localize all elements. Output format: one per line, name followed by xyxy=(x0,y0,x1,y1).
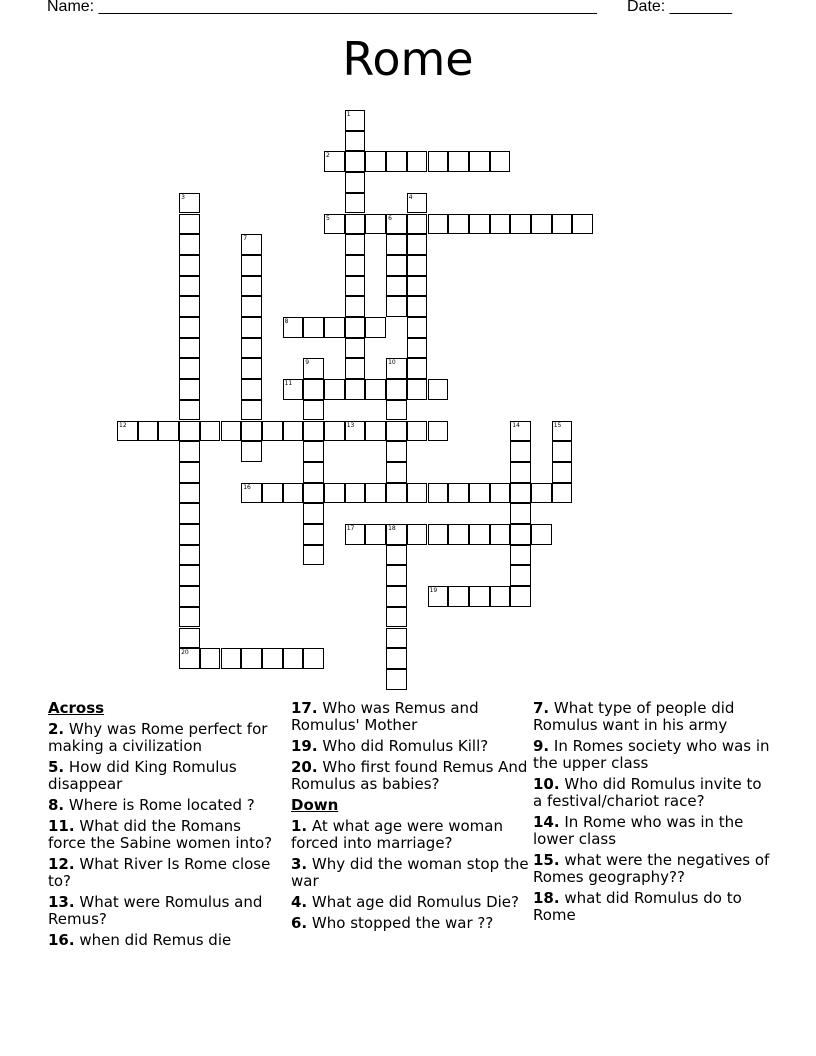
crossword-cell[interactable] xyxy=(241,296,262,317)
crossword-cell[interactable] xyxy=(428,379,449,400)
crossword-cell[interactable] xyxy=(179,545,200,566)
crossword-cell[interactable] xyxy=(469,151,490,172)
clues-column-3 xyxy=(533,700,773,928)
crossword-cell[interactable] xyxy=(179,628,200,649)
crossword-cell[interactable] xyxy=(345,214,366,235)
clue-across-17 xyxy=(291,700,531,734)
crossword-cell[interactable] xyxy=(158,421,179,442)
crossword-cell[interactable] xyxy=(365,379,386,400)
clue-text: In Romes society who was in the upper class xyxy=(533,737,770,772)
crossword-cell[interactable] xyxy=(303,545,324,566)
crossword-cell[interactable] xyxy=(345,296,366,317)
clue-number: 6. xyxy=(291,914,308,932)
cell-number: 20 xyxy=(181,649,189,657)
crossword-cell[interactable] xyxy=(179,338,200,359)
clue-number: 19. xyxy=(291,737,318,755)
crossword-cell[interactable] xyxy=(303,400,324,421)
crossword-cell[interactable] xyxy=(241,276,262,297)
crossword-cell[interactable] xyxy=(241,648,262,669)
crossword-cell[interactable] xyxy=(221,421,242,442)
crossword-cell[interactable] xyxy=(386,276,407,297)
crossword-cell[interactable] xyxy=(365,151,386,172)
clue-across-19 xyxy=(291,738,531,755)
crossword-cell[interactable] xyxy=(179,441,200,462)
crossword-cell[interactable] xyxy=(386,441,407,462)
clue-text: What River Is Rome close to? xyxy=(48,855,271,890)
crossword-cell[interactable] xyxy=(283,483,304,504)
crossword-cell[interactable] xyxy=(386,483,407,504)
cell-number: 12 xyxy=(119,421,127,429)
clue-number: 14. xyxy=(533,813,560,831)
clue-text: what were the negatives of Romes geography?? xyxy=(533,851,770,886)
clue-text: Why did the woman stop the war xyxy=(291,855,529,890)
crossword-cell[interactable] xyxy=(490,586,511,607)
clue-text: In Rome who was in the lower class xyxy=(533,813,744,848)
crossword-cell[interactable] xyxy=(179,503,200,524)
crossword-cell[interactable] xyxy=(345,172,366,193)
crossword-cell[interactable] xyxy=(407,338,428,359)
crossword-cell[interactable] xyxy=(179,379,200,400)
crossword-cell[interactable] xyxy=(469,586,490,607)
crossword-cell[interactable] xyxy=(386,628,407,649)
clue-number: 7. xyxy=(533,699,550,717)
clue-text: what did Romulus do to Rome xyxy=(533,889,742,924)
crossword-cell[interactable] xyxy=(179,524,200,545)
crossword-cell[interactable] xyxy=(365,317,386,338)
crossword-cell[interactable] xyxy=(386,648,407,669)
clue-down-3 xyxy=(291,856,531,890)
crossword-cell[interactable] xyxy=(552,214,573,235)
crossword-cell[interactable] xyxy=(241,358,262,379)
crossword-cell[interactable] xyxy=(386,462,407,483)
clue-text: At what age were woman forced into marriage? xyxy=(291,817,503,852)
crossword-cell[interactable] xyxy=(407,358,428,379)
crossword-cell[interactable] xyxy=(283,648,304,669)
cell-number: 13 xyxy=(346,421,355,429)
clue-down-14 xyxy=(533,814,773,848)
crossword-cell[interactable] xyxy=(407,193,428,214)
page-title: Rome xyxy=(342,32,474,86)
clue-text: Who did Romulus Kill? xyxy=(322,737,489,755)
crossword-cell[interactable] xyxy=(200,648,221,669)
crossword-cell[interactable] xyxy=(179,586,200,607)
crossword-cell[interactable] xyxy=(324,317,345,338)
cell-number: 1 xyxy=(346,111,351,118)
crossword-cell[interactable] xyxy=(407,317,428,338)
crossword-cell[interactable] xyxy=(324,421,345,442)
cell-number: 16 xyxy=(243,483,251,491)
crossword-cell[interactable] xyxy=(428,421,449,442)
clue-down-1 xyxy=(291,818,531,852)
clue-down-7 xyxy=(533,700,773,734)
crossword-cell[interactable] xyxy=(552,441,573,462)
clues-column-2 xyxy=(291,700,531,936)
crossword-cell[interactable] xyxy=(345,255,366,276)
crossword-cell[interactable] xyxy=(386,255,407,276)
name-field-label: Name: ________________________________________________________ xyxy=(47,0,597,15)
crossword-cell[interactable] xyxy=(179,296,200,317)
cell-number: 3 xyxy=(181,193,185,201)
crossword-cell[interactable] xyxy=(386,565,407,586)
cell-number: 10 xyxy=(388,359,396,367)
clue-number: 11. xyxy=(48,817,75,835)
crossword-cell[interactable] xyxy=(345,421,366,442)
crossword-cell[interactable] xyxy=(283,379,304,400)
crossword-cell[interactable] xyxy=(241,255,262,276)
clue-across-8 xyxy=(48,797,283,814)
cell-number: 11 xyxy=(284,380,293,388)
clue-across-12 xyxy=(48,856,283,890)
crossword-cell[interactable] xyxy=(386,296,407,317)
crossword-cell[interactable] xyxy=(428,151,449,172)
clue-number: 20. xyxy=(291,758,318,776)
clue-text: when did Remus die xyxy=(79,931,232,949)
across-heading: Across xyxy=(48,699,105,717)
crossword-cell[interactable] xyxy=(407,379,428,400)
crossword-cell[interactable] xyxy=(386,358,407,379)
crossword-cell[interactable] xyxy=(345,131,366,152)
crossword-cell[interactable] xyxy=(345,276,366,297)
crossword-cell[interactable] xyxy=(510,503,531,524)
clue-text: Why was Rome perfect for making a civilization xyxy=(48,720,268,755)
clue-down-15 xyxy=(533,852,773,886)
clue-number: 1. xyxy=(291,817,308,835)
clue-down-9 xyxy=(533,738,773,772)
crossword-cell[interactable] xyxy=(510,483,531,504)
cell-number: 19 xyxy=(429,587,438,595)
crossword-cell[interactable] xyxy=(179,462,200,483)
crossword-cell[interactable] xyxy=(179,193,200,214)
clue-number: 12. xyxy=(48,855,75,873)
crossword-cell[interactable] xyxy=(303,317,324,338)
crossword-cell[interactable] xyxy=(386,607,407,628)
clue-text: Who stopped the war ?? xyxy=(311,914,494,932)
crossword-cell[interactable] xyxy=(179,607,200,628)
crossword-cell[interactable] xyxy=(428,586,449,607)
crossword-cell[interactable] xyxy=(262,483,283,504)
crossword-cell[interactable] xyxy=(572,214,593,235)
clue-across-2 xyxy=(48,721,283,755)
crossword-cell[interactable] xyxy=(531,214,552,235)
clues-column-1 xyxy=(48,700,283,953)
crossword-cell[interactable] xyxy=(179,483,200,504)
date-field-label: Date: _______ xyxy=(627,0,732,15)
crossword-cell[interactable] xyxy=(490,483,511,504)
clue-text: What type of people did Romulus want in his army xyxy=(533,699,735,734)
clue-across-11 xyxy=(48,818,283,852)
clue-text: What age did Romulus Die? xyxy=(311,893,519,911)
clue-down-10 xyxy=(533,776,773,810)
clue-number: 4. xyxy=(291,893,308,911)
clue-number: 16. xyxy=(48,931,75,949)
crossword-cell[interactable] xyxy=(510,545,531,566)
crossword-cell[interactable] xyxy=(407,524,428,545)
cell-number: 4 xyxy=(408,193,413,201)
crossword-cell[interactable] xyxy=(386,524,407,545)
clue-across-13 xyxy=(48,894,283,928)
crossword-cell[interactable] xyxy=(448,483,469,504)
crossword-cell[interactable] xyxy=(510,565,531,586)
crossword-cell[interactable] xyxy=(490,214,511,235)
crossword-cell[interactable] xyxy=(510,524,531,545)
crossword-cell[interactable] xyxy=(303,358,324,379)
crossword-cell[interactable] xyxy=(510,462,531,483)
crossword-cell[interactable] xyxy=(386,400,407,421)
crossword-cell[interactable] xyxy=(469,483,490,504)
clue-text: Who first found Remus And Romulus as babies? xyxy=(291,758,528,793)
crossword-cell[interactable] xyxy=(303,483,324,504)
cell-number: 2 xyxy=(326,152,330,160)
crossword-cell[interactable] xyxy=(428,524,449,545)
crossword-cell[interactable] xyxy=(448,586,469,607)
clue-number: 3. xyxy=(291,855,308,873)
crossword-cell[interactable] xyxy=(407,214,428,235)
crossword-cell[interactable] xyxy=(241,317,262,338)
crossword-cell[interactable] xyxy=(345,151,366,172)
crossword-cell[interactable] xyxy=(179,421,200,442)
clue-down-18 xyxy=(533,890,773,924)
crossword-cell[interactable] xyxy=(179,214,200,235)
crossword-cell[interactable] xyxy=(407,234,428,255)
crossword-cell[interactable] xyxy=(407,421,428,442)
crossword-cell[interactable] xyxy=(365,524,386,545)
cell-number: 7 xyxy=(243,235,248,243)
clue-number: 13. xyxy=(48,893,75,911)
crossword-cell[interactable] xyxy=(345,193,366,214)
crossword-cell[interactable] xyxy=(407,276,428,297)
clue-text: Where is Rome located ? xyxy=(68,796,255,814)
clue-across-16 xyxy=(48,932,283,949)
crossword-cell[interactable] xyxy=(365,483,386,504)
crossword-cell[interactable] xyxy=(345,483,366,504)
crossword-cell[interactable] xyxy=(345,317,366,338)
crossword-cell[interactable] xyxy=(241,483,262,504)
crossword-cell[interactable] xyxy=(241,234,262,255)
crossword-cell[interactable] xyxy=(552,483,573,504)
crossword-cell[interactable] xyxy=(241,379,262,400)
crossword-cell[interactable] xyxy=(490,151,511,172)
crossword-cell[interactable] xyxy=(490,524,511,545)
crossword-cell[interactable] xyxy=(303,503,324,524)
crossword-cell[interactable] xyxy=(262,421,283,442)
crossword-cell[interactable] xyxy=(324,214,345,235)
crossword-cell[interactable] xyxy=(448,214,469,235)
clue-across-5 xyxy=(48,759,283,793)
crossword-cell[interactable] xyxy=(241,421,262,442)
crossword-cell[interactable] xyxy=(303,648,324,669)
crossword-cell[interactable] xyxy=(241,441,262,462)
crossword-cell[interactable] xyxy=(345,234,366,255)
cell-number: 15 xyxy=(553,421,562,429)
crossword-cell[interactable] xyxy=(262,648,283,669)
crossword-cell[interactable] xyxy=(428,214,449,235)
crossword-cell[interactable] xyxy=(407,255,428,276)
crossword-cell[interactable] xyxy=(221,648,242,669)
crossword-cell[interactable] xyxy=(303,524,324,545)
clue-number: 5. xyxy=(48,758,65,776)
clue-text: What did the Romans force the Sabine women into? xyxy=(48,817,273,852)
crossword-cell[interactable] xyxy=(303,441,324,462)
crossword-cell[interactable] xyxy=(531,483,552,504)
clue-number: 2. xyxy=(48,720,65,738)
clue-text: Who was Remus and Romulus' Mother xyxy=(291,699,479,734)
clue-across-20 xyxy=(291,759,531,793)
crossword-cell[interactable] xyxy=(448,524,469,545)
crossword-cell[interactable] xyxy=(552,462,573,483)
crossword-cell[interactable] xyxy=(386,421,407,442)
crossword-cell[interactable] xyxy=(179,565,200,586)
crossword-cell[interactable] xyxy=(386,214,407,235)
crossword-cell[interactable] xyxy=(241,338,262,359)
crossword-cell[interactable] xyxy=(510,586,531,607)
crossword-cell[interactable] xyxy=(510,421,531,442)
clue-text: Who did Romulus invite to a festival/chariot race? xyxy=(533,775,762,810)
crossword-cell[interactable] xyxy=(117,421,138,442)
crossword-cell[interactable] xyxy=(345,379,366,400)
crossword-cell[interactable] xyxy=(510,441,531,462)
crossword-cell[interactable] xyxy=(448,151,469,172)
crossword-cell[interactable] xyxy=(345,338,366,359)
crossword-cell[interactable] xyxy=(179,234,200,255)
crossword-cell[interactable] xyxy=(428,483,449,504)
cell-number: 17 xyxy=(346,525,355,532)
cell-number: 18 xyxy=(388,525,396,532)
crossword-cell[interactable] xyxy=(179,648,200,669)
crossword-cell[interactable] xyxy=(303,421,324,442)
crossword-cell[interactable] xyxy=(407,151,428,172)
cell-number: 14 xyxy=(512,421,520,429)
crossword-cell[interactable] xyxy=(386,234,407,255)
crossword-cell[interactable] xyxy=(324,379,345,400)
crossword-cell[interactable] xyxy=(303,462,324,483)
crossword-cell[interactable] xyxy=(386,379,407,400)
crossword-cell[interactable] xyxy=(386,586,407,607)
crossword-cell[interactable] xyxy=(531,524,552,545)
crossword-cell[interactable] xyxy=(179,276,200,297)
crossword-cell[interactable] xyxy=(283,421,304,442)
crossword-cell[interactable] xyxy=(303,379,324,400)
crossword-cell[interactable] xyxy=(510,214,531,235)
crossword-cell[interactable] xyxy=(407,483,428,504)
crossword-cell[interactable] xyxy=(407,296,428,317)
crossword-cell[interactable] xyxy=(386,545,407,566)
clue-down-4 xyxy=(291,894,531,911)
clue-number: 17. xyxy=(291,699,318,717)
clue-text: What were Romulus and Remus? xyxy=(48,893,263,928)
cell-number: 6 xyxy=(388,214,392,222)
crossword-cell[interactable] xyxy=(179,400,200,421)
clue-number: 10. xyxy=(533,775,560,793)
clue-text: How did King Romulus disappear xyxy=(48,758,237,793)
crossword-cell[interactable] xyxy=(345,110,366,131)
cell-number: 8 xyxy=(284,318,289,325)
crossword-cell[interactable] xyxy=(345,524,366,545)
crossword-cell[interactable] xyxy=(324,151,345,172)
cell-number: 9 xyxy=(305,359,310,367)
crossword-cell[interactable] xyxy=(283,317,304,338)
crossword-cell[interactable] xyxy=(345,358,366,379)
down-heading: Down xyxy=(291,796,339,814)
clue-number: 8. xyxy=(48,796,65,814)
crossword-cell[interactable] xyxy=(469,214,490,235)
clue-number: 9. xyxy=(533,737,550,755)
clue-number: 18. xyxy=(533,889,560,907)
crossword-cell[interactable] xyxy=(386,669,407,690)
crossword-cell[interactable] xyxy=(469,524,490,545)
crossword-cell[interactable] xyxy=(179,317,200,338)
cell-number: 5 xyxy=(326,214,330,222)
crossword-cell[interactable] xyxy=(179,358,200,379)
clue-down-6 xyxy=(291,915,531,932)
crossword-cell[interactable] xyxy=(552,421,573,442)
clue-number: 15. xyxy=(533,851,560,869)
crossword-cell[interactable] xyxy=(179,255,200,276)
crossword-cell[interactable] xyxy=(200,421,221,442)
crossword-cell[interactable] xyxy=(241,400,262,421)
crossword-cell[interactable] xyxy=(138,421,159,442)
crossword-cell[interactable] xyxy=(386,151,407,172)
crossword-cell[interactable] xyxy=(324,483,345,504)
crossword-cell[interactable] xyxy=(365,421,386,442)
crossword-cell[interactable] xyxy=(365,214,386,235)
